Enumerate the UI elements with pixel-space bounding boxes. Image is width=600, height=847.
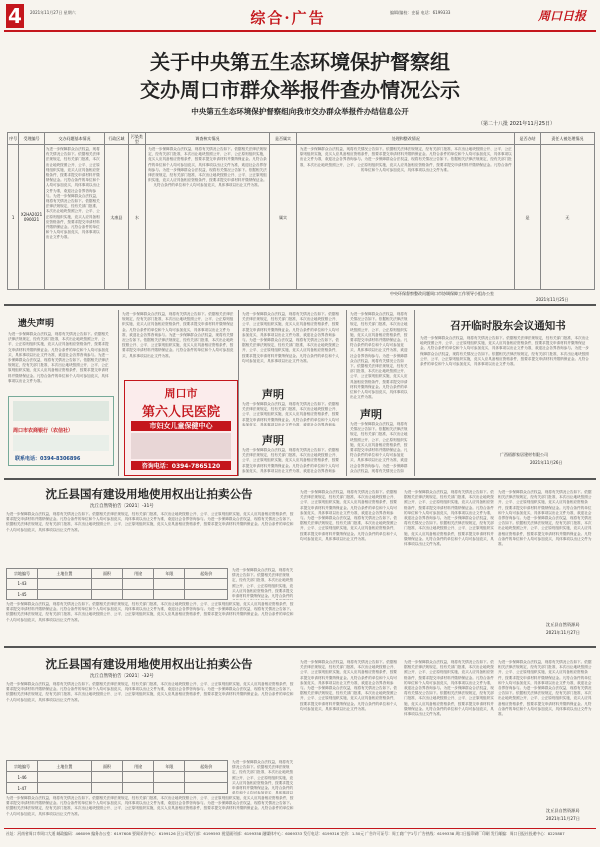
column-divider (346, 310, 347, 476)
bank-ad-image (13, 401, 109, 421)
hospital-phone: 咨询电话：0394-7865120 (131, 461, 231, 470)
statement-body-1 (242, 402, 342, 426)
lot-number: 1-43 (7, 579, 38, 589)
auction-body-col2 (300, 490, 400, 640)
table-header: 调查核实情况 (146, 133, 270, 145)
auction-body-lower (6, 602, 296, 640)
page-number: 4 (6, 4, 24, 28)
auction-lot-table: 宗地编号 土地位置 面积 用途 年限 起始价 1-43 1-45 (6, 568, 228, 600)
table-header: 处理和整改情况 (297, 133, 515, 145)
row-type: 水 (128, 145, 145, 290)
auction-number: 沈丘自然资拍告〔2021〕-32号 (90, 674, 154, 679)
row-punished: 无 (540, 145, 594, 290)
divider (4, 646, 596, 648)
footer-rule (4, 828, 596, 829)
row-region: 太康县 (105, 145, 129, 290)
statement-body-3 (350, 422, 410, 474)
section-title: 综合·广告 (250, 9, 326, 27)
row-code: X2HA2021090021 (19, 145, 45, 290)
auction-body-col4 (498, 490, 594, 618)
row-verified: 属实 (269, 145, 297, 290)
statement-body-2 (242, 448, 342, 474)
auction-body (6, 682, 296, 758)
auction-notice-1 (0, 482, 600, 644)
inspection-notice (0, 34, 600, 300)
notices-column-3 (242, 312, 342, 382)
lot-number: 1-45 (7, 589, 38, 599)
shareholders-date: 2021年11月26日 (530, 460, 563, 465)
lost-notices-column (6, 310, 116, 460)
column-divider (414, 310, 415, 476)
auction-date: 2021年11月27日 (546, 630, 580, 635)
table-header: 是否属实 (269, 133, 297, 145)
footer-info: 社址：河南省周口市周口大道 邮政编码：466099 编务办公室：6197608 要闻采访中心：6199126 区公司发行部：6199593 视觉副刊部：6199358 融媒体中心：6069333 发行电话：6199316 定价：1.50元 广告许可证号：周工商广字1号 广告热线：6199338 周口日报印刷厂印刷 发行邮编：周口日报社投递中心：8225887 (6, 831, 565, 836)
statement-title-3: 声明 (360, 408, 382, 421)
auction-body-side (232, 568, 296, 600)
masthead-logo: 周口日报 (538, 9, 587, 23)
table-header: 受理编号 (19, 133, 45, 145)
row-verified-detail (146, 145, 270, 290)
notices-column-4 (350, 312, 410, 402)
row-closed: 是 (515, 145, 541, 290)
auction-date: 2021年11月27日 (546, 816, 580, 821)
auction-signer: 沈丘县自然资源局 (546, 622, 580, 627)
auction-body-col4 (498, 660, 594, 806)
lost-notice-body (8, 332, 112, 392)
shareholders-signer: 广西梧群家居建材有限公司 (500, 452, 548, 457)
header-editor: 编辑/编校：史磊 电话：6199333 (390, 10, 451, 15)
hospital-name: 第六人民医院 (141, 405, 220, 420)
statement-title-1: 声明 (262, 388, 284, 401)
auction-body-side (232, 760, 296, 794)
hospital-center: 市妇女儿童保健中心 (131, 421, 231, 431)
bank-ad-phone: 联系电话：0394-8306896 (15, 456, 81, 462)
notice-batch: （第二十八批 2021年11月25日） (478, 121, 556, 127)
notice-subtitle: 中央第五生态环境保护督察组向我市交办群众举报件办结信息公开 (191, 107, 409, 116)
shareholders-notice-body (420, 336, 592, 446)
divider (4, 478, 596, 480)
auction-body-lower (6, 796, 296, 822)
notice-title-line2: 交办周口市群众举报件查办情况公示 (140, 78, 460, 102)
auction-body-col2 (300, 660, 400, 822)
lot-number: 1-47 (7, 783, 38, 794)
row-issue (44, 145, 104, 290)
table-header: 宗地编号 (7, 761, 38, 772)
auction-number: 沈丘自然资拍告〔2021〕-31号 (90, 504, 154, 509)
divider (4, 304, 596, 306)
complaint-table (7, 132, 595, 290)
table-header: 是否办结 (515, 133, 541, 145)
auction-title: 沈丘县国有建设用地使用权出让拍卖公告 (45, 487, 253, 501)
auction-signer: 沈丘县自然资源局 (546, 808, 580, 813)
hospital-city: 周口市 (164, 387, 198, 400)
auction-body-col3 (404, 490, 494, 640)
notice-footer-line1: 中央环保督察整改问题周口市协调保障工作领导小组办公室 (390, 291, 494, 296)
header-rule (4, 30, 596, 32)
table-header: 行政区域 (105, 133, 129, 145)
auction-lot-table: 宗地编号 土地位置 面积 用途 年限 起始价 1-46 1-47 (6, 760, 228, 794)
notice-footer-line2: 2021年11月25日 (536, 297, 569, 302)
lot-number: 1-46 (7, 772, 38, 783)
table-header: 污染类型 (128, 133, 145, 145)
auction-body (6, 512, 296, 566)
auction-notice-2 (0, 650, 600, 826)
bank-ad (8, 396, 114, 466)
row-handling-detail (297, 145, 515, 290)
hospital-image (131, 433, 231, 459)
column-divider (118, 310, 119, 476)
table-header: 责任人被处理情况 (540, 133, 594, 145)
bank-ad-image-2 (13, 435, 109, 451)
hospital-ad (124, 380, 238, 476)
bank-ad-name: 周口市农商银行（农信社） (13, 428, 74, 434)
table-header: 交办问题基本情况 (44, 133, 104, 145)
shareholders-notice-title: 召开临时股东会议通知书 (450, 320, 566, 332)
header-bar (0, 0, 600, 34)
statement-title-2: 声明 (262, 434, 284, 447)
table-header: 序号 (8, 133, 19, 145)
table-header: 宗地编号 (7, 569, 38, 579)
header-date: 2021年11月27日 星期六 (30, 10, 76, 15)
notice-title-line1: 关于中央第五生态环境保护督察组 (150, 50, 450, 74)
lost-notice-title: 遗失声明 (18, 319, 55, 329)
row-index: 1 (8, 145, 19, 290)
auction-title: 沈丘县国有建设用地使用权出让拍卖公告 (45, 657, 253, 671)
auction-body-col3 (404, 660, 494, 822)
column-divider (238, 310, 239, 476)
